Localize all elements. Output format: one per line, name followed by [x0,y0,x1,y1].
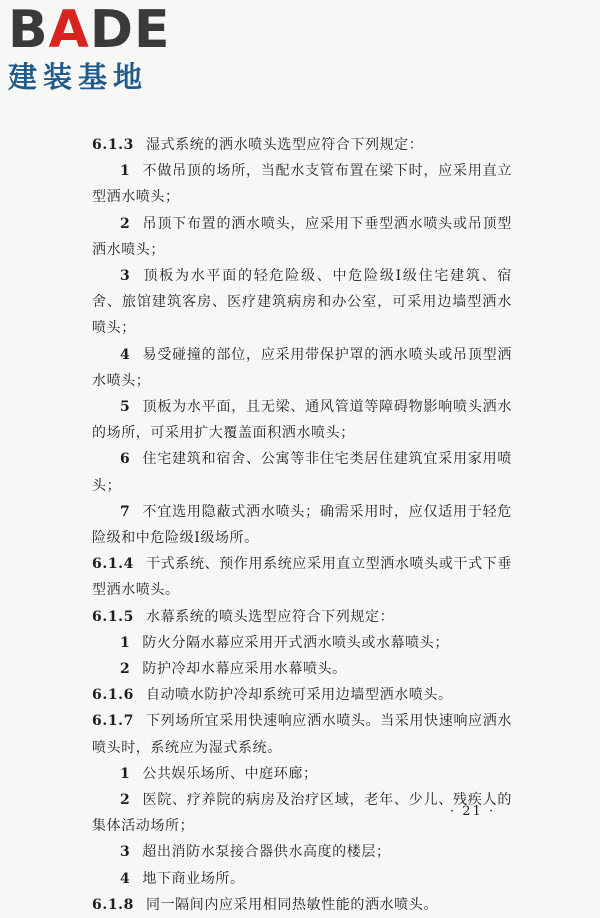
list-item [92,839,512,865]
list-item [92,499,512,551]
item-number: 6 [120,451,131,468]
paragraph-text: 不宜选用隐蔽式洒水喷头；确需采用时，应仅适用于轻危险级和中危险级Ⅰ级场所。 [92,503,512,547]
paragraph-text: 顶板为水平面，且无梁、通风管道等障碍物影响喷头洒水的场所，可采用扩大覆盖面积洒水喷头； [92,399,512,442]
item-number: 1 [120,163,131,180]
item-number: 2 [120,792,131,809]
item-number: 3 [120,844,131,861]
item-number: 7 [120,503,131,520]
clause-paragraph [92,604,512,630]
item-number: 4 [120,346,131,363]
clause-number: 6.1.6 [92,687,134,704]
paragraph-text: 湿式系统的洒水喷头选型应符合下列规定： [145,137,424,153]
item-number: 1 [120,634,131,651]
paragraph-text: 防火分隔水幕应采用开式洒水喷头或水幕喷头； [142,634,449,651]
page-number: · 21 · [450,804,496,819]
paragraph-text: 防护冷却水幕应采用水幕喷头。 [142,661,347,678]
paragraph-text: 公共娱乐场所、中庭环廊； [142,765,318,782]
item-number: 3 [120,268,131,285]
list-item [92,158,512,210]
paragraph-text: 医院、疗养院的病房及治疗区域，老年、少儿、残疾人的集体活动场所； [92,792,512,835]
clause-paragraph [92,551,512,603]
logo-letter-accent: A [48,0,90,60]
paragraph-text: 下列场所宜采用快速响应洒水喷头。当采用快速响应洒水喷头时，系统应为湿式系统。 [92,713,512,756]
list-item [92,342,512,394]
paragraph-text: 水幕系统的喷头选型应符合下列规定： [145,608,395,625]
clause-number: 6.1.8 [92,896,134,913]
item-number: 2 [120,215,131,232]
clause-paragraph [92,708,512,760]
list-item [92,263,512,342]
item-number: 1 [120,765,131,782]
logo [8,2,178,94]
logo-subtitle: 建装基地 [8,60,149,94]
logo-letters-post: DE [89,0,171,60]
list-item [92,630,512,656]
paragraph-text: 顶板为水平面的轻危险级、中危险级Ⅰ级住宅建筑、宿舍、旅馆建筑客房、医疗建筑病房和办公室，可采用边墙型洒水喷头； [92,268,512,337]
list-item [92,394,512,446]
list-item [92,866,512,892]
clause-number: 6.1.5 [92,608,134,625]
clause-paragraph [92,682,512,708]
clause-paragraph [92,892,512,918]
paragraph-text: 干式系统、预作用系统应采用直立型洒水喷头或干式下垂型洒水喷头。 [92,556,512,599]
paragraph-text: 易受碰撞的部位，应采用带保护罩的洒水喷头或吊顶型洒水喷头； [92,346,512,389]
paragraph-text: 不做吊顶的场所，当配水支管布置在梁下时，应采用直立型洒水喷头； [92,163,512,206]
paragraph-text: 住宅建筑和宿舍、公寓等非住宅类居住建筑宜采用家用喷头； [92,451,512,494]
list-item [92,656,512,682]
item-number: 2 [120,661,131,678]
document-body [92,132,512,918]
paragraph-text: 地下商业场所。 [142,870,245,887]
logo-letters-pre: B [8,0,49,60]
clause-number: 6.1.3 [92,137,134,153]
clause-paragraph [92,132,512,158]
item-number: 5 [120,399,131,416]
item-number: 4 [120,870,131,887]
list-item [92,211,512,263]
paragraph-text: 自动喷水防护冷却系统可采用边墙型洒水喷头。 [145,687,453,704]
list-item [92,761,512,787]
clause-number: 6.1.7 [92,713,134,730]
logo-wordmark [8,2,178,58]
paragraph-text: 超出消防水泵接合器供水高度的楼层； [142,844,391,861]
paragraph-text: 吊顶下布置的洒水喷头，应采用下垂型洒水喷头或吊顶型洒水喷头； [92,215,512,258]
clause-number: 6.1.4 [92,556,134,573]
paragraph-text: 同一隔间内应采用相同热敏性能的洒水喷头。 [145,896,438,913]
list-item [92,787,512,839]
list-item [92,446,512,498]
